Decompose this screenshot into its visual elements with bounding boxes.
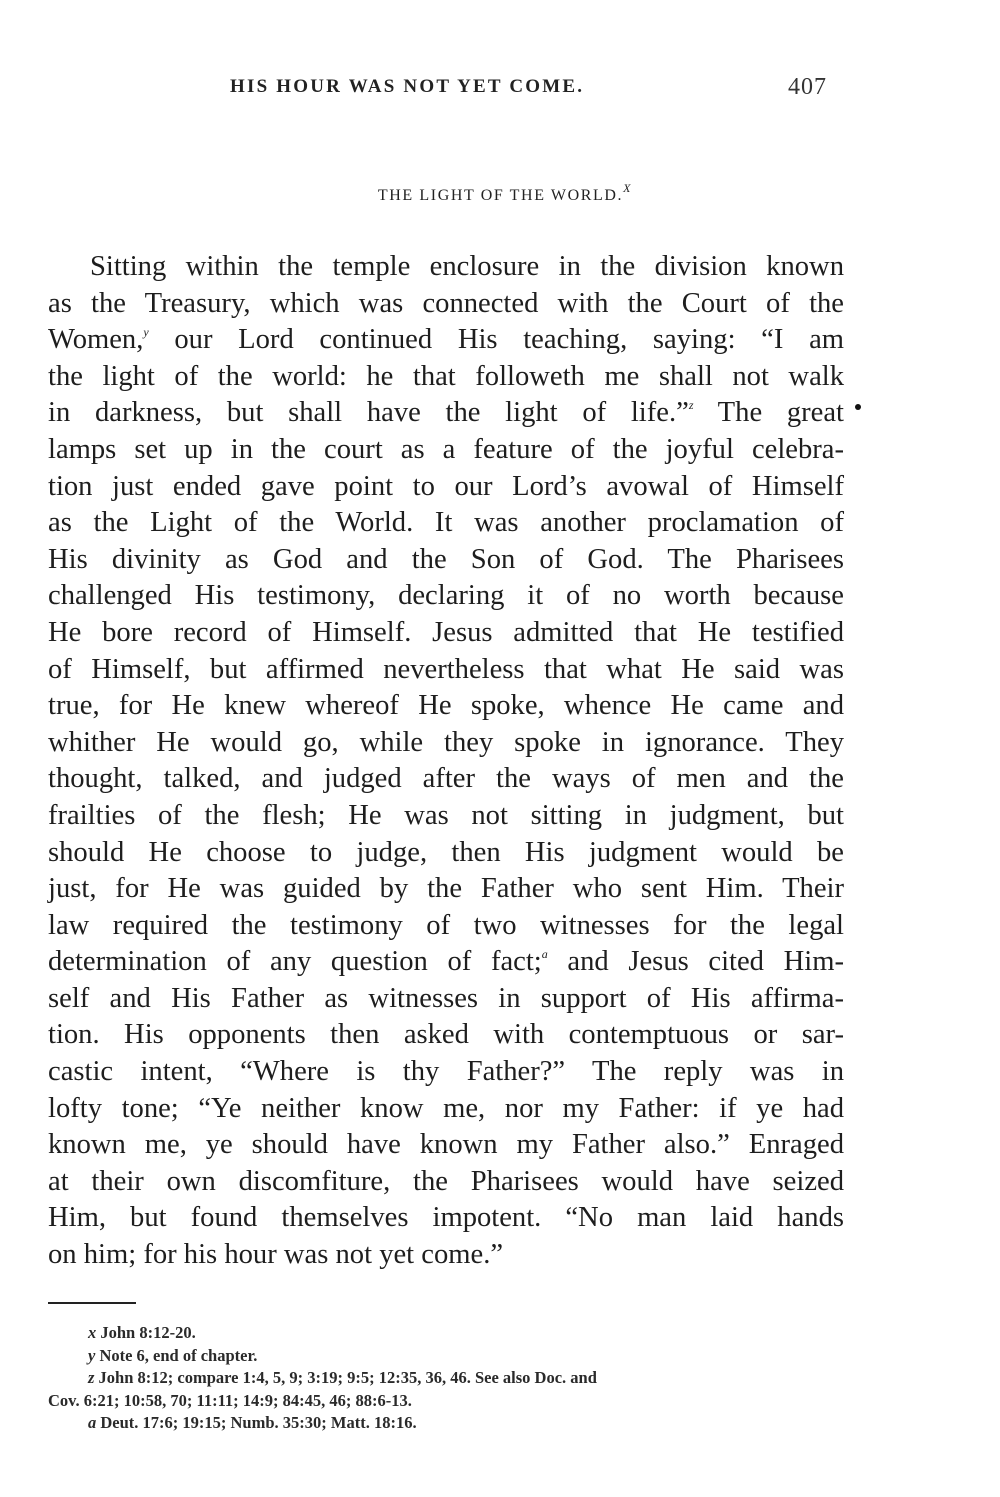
text-line: challenged His testimony, declaring it of no worth because bbox=[48, 580, 844, 612]
text-line: just, for He was guided by the Father who sent Him. Their bbox=[48, 873, 844, 905]
text-line: tion just ended gave point to our Lord’s avowal of Himself bbox=[48, 470, 844, 502]
text-line: as the Treasury, which was connected with the Court of the bbox=[48, 287, 844, 319]
footnote-y bbox=[48, 1345, 844, 1368]
text-line: determination of any question of fact;$^a$ and Jesus cited Him- bbox=[48, 946, 844, 978]
text-line: castic intent, “Where is thy Father?” The reply was in bbox=[48, 1056, 844, 1088]
text-line: His divinity as God and the Son of God. The Pharisees bbox=[48, 543, 844, 575]
footnote-x bbox=[48, 1322, 844, 1345]
footnotes bbox=[48, 1322, 844, 1435]
text-line: known me, ye should have known my Father also.” Enraged bbox=[48, 1129, 844, 1161]
footnote-z bbox=[48, 1367, 844, 1390]
text-line: Sitting within the temple enclosure in the division known bbox=[90, 251, 844, 282]
text-line: whither He would go, while they spoke in ignorance. They bbox=[48, 726, 844, 758]
footnote-text: John 8:12-20. bbox=[100, 1323, 196, 1342]
footnote-z-continued: Cov. 6:21; 10:58, 70; 11:11; 14:9; 84:45, 46; 88:6-13. bbox=[48, 1390, 412, 1410]
text-line: thought, talked, and judged after the ways of men and the bbox=[48, 763, 844, 795]
text-line: as the Light of the World. It was another proclamation of bbox=[48, 507, 844, 539]
body-text bbox=[48, 249, 844, 1274]
text-line: Women,$^y$ our Lord continued His teaching, saying: “I am bbox=[48, 324, 844, 356]
running-head-title: HIS HOUR WAS NOT YET COME. bbox=[230, 76, 585, 97]
footnote-mark: y bbox=[88, 1345, 96, 1365]
footnote-ref-y: y bbox=[143, 324, 149, 339]
text-line: self and His Father as witnesses in support of His affirma- bbox=[48, 982, 844, 1014]
text-line: true, for He knew whereof He spoke, whence He came and bbox=[48, 690, 844, 722]
text-line: tion. His opponents then asked with contemptuous or sar- bbox=[48, 1019, 844, 1051]
text-line: He bore record of Himself. Jesus admitted that He testified bbox=[48, 616, 844, 648]
footnote-mark: z bbox=[88, 1368, 95, 1387]
page-number: 407 bbox=[788, 74, 827, 100]
text-line: lofty tone; “Ye neither know me, nor my Father: if ye had bbox=[48, 1092, 844, 1124]
footnote-ref-a: a bbox=[541, 946, 548, 961]
text-line: frailties of the flesh; He was not sitting in judgment, but bbox=[48, 799, 844, 831]
footnote-divider bbox=[48, 1302, 136, 1304]
margin-mark bbox=[855, 404, 861, 410]
text-line: on him; for his hour was not yet come.” bbox=[48, 1239, 504, 1271]
text-line: of Himself, but affirmed nevertheless that what He said was bbox=[48, 653, 844, 685]
footnote-text: Deut. 17:6; 19:15; Numb. 35:30; Matt. 18:16. bbox=[100, 1413, 417, 1432]
footnote-text: Note 6, end of chapter. bbox=[99, 1345, 258, 1365]
text-line: Him, but found themselves impotent. “No man laid hands bbox=[48, 1202, 844, 1234]
footnote-ref-x: X bbox=[623, 180, 633, 195]
section-title-text: THE LIGHT OF THE WORLD. bbox=[377, 187, 624, 204]
footnote-text: John 8:12; compare 1:4, 5, 9; 3:19; 9:5; 12:35, 36, 46. See also Doc. and bbox=[98, 1368, 597, 1387]
footnote-mark: x bbox=[88, 1323, 97, 1342]
text-line: lamps set up in the court as a feature of the joyful celebra- bbox=[48, 433, 844, 465]
text-line: the light of the world: he that followeth me shall not walk bbox=[48, 360, 844, 392]
text-line: law required the testimony of two witnesses for the legal bbox=[48, 909, 844, 941]
text-line: should He choose to judge, then His judgment would be bbox=[48, 836, 844, 868]
footnote-mark: a bbox=[88, 1413, 97, 1432]
section-title bbox=[0, 180, 1000, 205]
footnote-ref-z: z bbox=[688, 397, 694, 412]
text-line: in darkness, but shall have the light of life.”$^z$ The great bbox=[48, 397, 844, 429]
running-head bbox=[0, 76, 1000, 106]
text-line: at their own discomfiture, the Pharisees would have seized bbox=[48, 1165, 844, 1197]
footnote-a bbox=[48, 1412, 844, 1435]
